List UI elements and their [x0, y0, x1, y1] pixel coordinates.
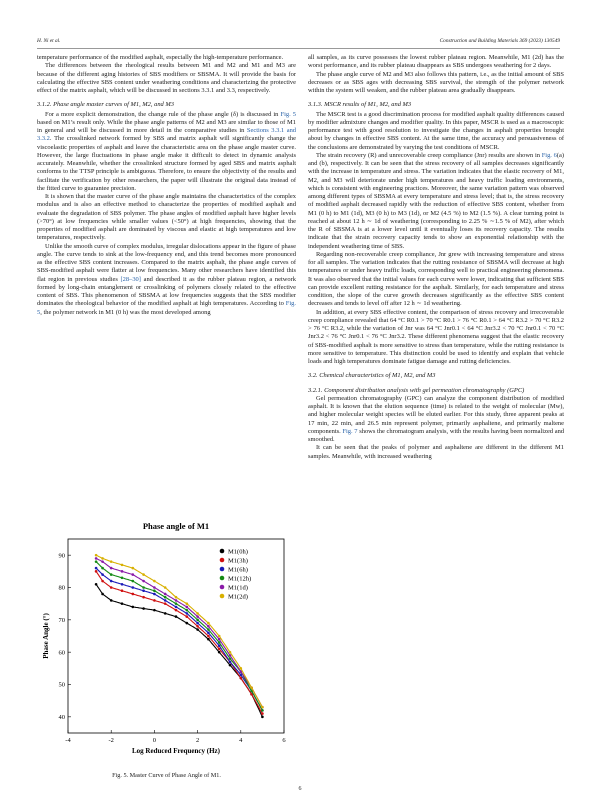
paragraph: The differences between the rheological results between M1 and M2 and M1 and M3 are because of the different aging histories of SBS modifiers or SBSMA. It will provide the basis for calculating the effective SBS content under weathering conditions and characterizing the protective effect of the matrix asphalt, which will be discussed in sections 3.3.1 and 3.3, respectively.	[37, 62, 296, 94]
data-point	[132, 606, 135, 609]
paragraph: Gel permeation chromatography (GPC) can analyze the component distribution of modified asphalt. It is known that the elution sequence (time) is related to the weight of molecular (Mw), and higher molecular weight species will be eluted earlier. For this study, three apparent peaks at 17 min, 22 min, and 26.5 min represent polymer, primarily asphaltene, and primarily maltene components. Fig. 7 shows the chromatogram analysis, with the results having been normalized and smoothed.	[308, 394, 565, 443]
data-point	[261, 716, 264, 719]
data-point	[229, 651, 232, 654]
y-tick-label: 50	[58, 681, 65, 689]
data-point	[95, 560, 98, 563]
legend-marker	[220, 594, 225, 599]
data-point	[101, 567, 104, 570]
data-point	[196, 612, 199, 615]
data-point	[207, 635, 210, 638]
data-point	[186, 612, 189, 615]
section-heading-3-1-2: 3.1.2. Phase angle master curves of M1, M2, and M3	[37, 101, 174, 109]
paragraph: The phase angle curve of M2 and M3 also follows this pattern, i.e., as the initial amount of SBS decreases or as SBS ages with decreasing SBS survival, the strength of the polymer network within the system will weaken, and the rubber plateau area gradually disappears.	[308, 70, 564, 94]
data-point	[186, 609, 189, 612]
right-column	[308, 54, 564, 461]
data-point	[153, 580, 156, 583]
data-point	[164, 599, 167, 602]
data-point	[121, 602, 124, 605]
data-point	[196, 628, 199, 631]
data-point	[196, 625, 199, 628]
data-point	[153, 609, 156, 612]
running-header-authors: H. Ni et al.	[37, 38, 61, 44]
sections-link[interactable]: Sections 3.3.1 and 3.3.2	[37, 127, 297, 143]
data-point	[164, 593, 167, 596]
legend-marker	[220, 585, 225, 590]
running-header-journal: Construction and Building Materials 369 (2023) 130549	[439, 38, 560, 44]
data-point	[110, 567, 113, 570]
data-point	[110, 560, 113, 563]
data-point	[164, 586, 167, 589]
data-point	[95, 567, 98, 570]
data-point	[229, 661, 232, 664]
data-point	[229, 657, 232, 660]
data-point	[132, 567, 135, 570]
data-point	[196, 619, 199, 622]
y-tick-label: 60	[58, 649, 65, 657]
legend-label: M1(1d)	[228, 584, 248, 592]
data-point	[186, 606, 189, 609]
data-point	[175, 609, 178, 612]
data-point	[110, 599, 113, 602]
data-point	[153, 599, 156, 602]
data-point	[142, 573, 145, 576]
data-point	[121, 570, 124, 573]
page-number: 6	[298, 786, 302, 792]
section-heading-3-1-3: 3.1.3. MSCR results of M1, M2, and M3	[308, 101, 412, 109]
data-point	[95, 557, 98, 560]
legend-marker	[220, 576, 225, 581]
data-point	[132, 573, 135, 576]
data-point	[261, 706, 264, 709]
paragraph: It can be seen that the peaks of polymer and asphaltene are different in the different M1 samples. Meanwhile, with increased weathering	[308, 444, 564, 460]
data-point	[110, 586, 113, 589]
data-point	[142, 607, 145, 610]
paragraph: The strain recovery (R) and unrecoverable creep compliance (Jnr) results are shown in Fig. 6(a) and (b), respectively. It can be seen that the stress recovery of all samples decreases significantly with the increase in temperature and stress. The variation indicates that the elastic recovery of M1, M2, and M3 will deteriorate under high temperatures and heavy traffic loading environments, which is consistent with engineering practices. Moreover, the same variation pattern was observed among different types of SBSMA at every temperature and stress level; that is, the stress recovery of modified asphalt decreased rapidly with the reduction of effective SBS content, whether from M1 (0 h) to M1 (1d), M3 (0 h) to M3 (1d), or M2 (4.5 %) to M2 (1.5 %). A clear turning point is reached at about 12 h ∼ 1d of weathering (corresponding to 2.25 % ∼1.5 % of M2), after which the R of SBSMA is at a lower level until it eventually loses its recovery capacity. The results indicate that the strain recovery capacity tends to show an exponential relationship with the independent weathering time of SBS.	[308, 151, 564, 250]
section-heading-3-2: 3.2. Chemical characteristics of M1, M2, and M3	[308, 372, 436, 380]
data-point	[101, 580, 104, 583]
x-tick-label: 4	[239, 737, 243, 744]
paragraph: In addition, at every SBS effective content, the comparison of stress recovery and irrecoverable creep compliance revealed that 64 °C R0.1 > 70 °C R0.1 > 76 °C R0.1 > 64 °C R3.2 > 70 °C R3.2 > 76 °C R3.2, while the variation of Jnr was 64 °C Jnr0.1 < 64 °C Jnr3.2 < 70 °C Jnr0.1 < 70 °C Jnr3.2 < 76 °C Jnr0.1 < 76 °C Jnr3.2. These different phenomena suggest that the elastic recovery of SBS-modified asphalt is more sensitive to stress than temperature, while the rutting resistance is more sensitive to temperature. This distinction could be used to identify and explain that vehicle loads and high temperatures dominate fatigue damage and rutting deficiencies.	[308, 308, 564, 365]
x-tick-label: -4	[65, 737, 71, 744]
data-point	[218, 651, 221, 654]
data-point	[207, 638, 210, 641]
y-tick-label: 40	[58, 714, 65, 722]
data-point	[250, 686, 253, 689]
reference-link[interactable]: [28–30]	[120, 275, 141, 283]
header-rule	[37, 48, 560, 49]
data-point	[164, 612, 167, 615]
plot-frame	[68, 539, 284, 733]
phase-angle-chart	[36, 513, 298, 768]
y-tick-label: 70	[58, 617, 65, 625]
data-point	[207, 631, 210, 634]
data-point	[142, 586, 145, 589]
data-point	[153, 593, 156, 596]
x-axis-label: Log Reduced Frequency (Hz)	[132, 747, 220, 755]
left-column	[37, 54, 296, 317]
data-point	[121, 564, 124, 567]
data-point	[101, 557, 104, 560]
y-tick-label: 80	[58, 584, 65, 592]
fig6-link[interactable]: Fig. 6	[541, 151, 557, 159]
data-point	[196, 615, 199, 618]
section-heading-3-2-1: 3.2.1. Component distribution analysis with gel permeation chromatography (GPC)	[308, 386, 525, 394]
data-point	[95, 570, 98, 573]
data-point	[132, 593, 135, 596]
data-point	[175, 606, 178, 609]
data-point	[153, 589, 156, 592]
legend-label: M1(2d)	[228, 593, 248, 601]
data-point	[164, 596, 167, 599]
data-point	[175, 596, 178, 599]
y-tick-label: 90	[58, 552, 65, 560]
paragraph: For a more explicit demonstration, the change rule of the phase angle (δ) is discussed in Fig. 5 based on M1’s result only. While the phase angle patterns of M2 and M3 are similar to those of M1 in general and will be discussed in more detail in the comparative studies in Sections 3.3.1 and 3.3.2. The crosslinked network formed by SBS and matrix asphalt will significantly change the viscoelastic properties of asphalt and leave the characteristic area on the phase angle master curve. However, the large fluctuations in phase angle make it difficult to detect in dynamic analysis accurately. Meanwhile, whether the crosslinked structure formed by aged SBS and matrix asphalt conforms to the TTSP principle is ambiguous. Therefore, to ensure the objectivity of the results and facilitate the verification by other researchers, the paper will illustrate the original data instead of the fitted curve to guarantee precision.	[37, 110, 297, 192]
data-point	[240, 667, 243, 670]
data-point	[142, 589, 145, 592]
data-point	[175, 615, 178, 618]
data-point	[207, 628, 210, 631]
x-tick-label: 6	[282, 737, 286, 744]
figure-caption: Fig. 5. Master Curve of Phase Angle of M1.	[112, 772, 221, 779]
data-point	[207, 625, 210, 628]
data-point	[101, 573, 104, 576]
data-point	[95, 583, 98, 586]
fig7-link[interactable]: Fig. 7	[342, 427, 358, 435]
data-point	[186, 622, 189, 625]
data-point	[175, 599, 178, 602]
data-point	[132, 586, 135, 589]
data-point	[186, 602, 189, 605]
paragraph: The MSCR test is a good discrimination process for modified asphalt quality differences caused by modifier admixture changes and modifier quality. In this paper, MSCR is used as a macroscopic performance test with good resolution to investigate the changes in asphalt properties brought about by changes in effective SBS content. At the same time, the accuracy and persuasiveness of the conclusions are demonstrated by varying the test conditions of MSCR.	[308, 110, 564, 151]
legend-marker	[220, 558, 225, 563]
paragraph: all samples, as its curve possesses the lowest rubber plateau region. Meanwhile, M1 (2d) has the worst performance, and its rubber plateau disappears as SBS undergoes weathering for 2 days.	[308, 54, 564, 70]
x-tick-label: -2	[108, 737, 114, 744]
data-point	[101, 593, 104, 596]
data-point	[240, 677, 243, 680]
data-point	[218, 635, 221, 638]
data-point	[101, 560, 104, 563]
legend-label: M1(0h)	[228, 548, 248, 556]
paragraph: Regarding non-recoverable creep compliance, Jnr grew with increasing temperature and stress for all samples. The variation indicates that the rutting resistance of SBSMA will decrease at high temperatures or under heavy traffic loads, corresponding well to practical engineering phenomena. It was also observed that the initial values for each curve were lower, indicating that sufficient SBS can provide excellent rutting resistance for the asphalt. Similarly, for each temperature and stress condition, the slope of the curve growth decreases significantly as the effective SBS content decreases and tends to level off after 12 h ∼ 1d weathering.	[308, 250, 564, 308]
data-point	[207, 622, 210, 625]
legend-marker	[220, 567, 225, 572]
data-point	[218, 648, 221, 651]
x-tick-label: 2	[195, 737, 200, 744]
paragraph: temperature performance of the modified asphalt, especially the high-temperature performance.	[37, 54, 284, 61]
data-point	[164, 602, 167, 605]
data-point	[110, 580, 113, 583]
data-point	[121, 577, 124, 580]
data-point	[196, 622, 199, 625]
data-point	[142, 580, 145, 583]
legend-label: M1(12h)	[228, 575, 252, 583]
data-point	[261, 709, 264, 712]
legend-label: M1(3h)	[228, 557, 248, 565]
data-point	[153, 586, 156, 589]
data-point	[110, 573, 113, 576]
paragraph: It is shown that the master curve of the phase angle maintains the characteristics of the complex modulus and is also an effective method to characterize the properties of modified asphalt and evaluate the degradation of SBS polymer. The phase angles of modified asphalt have higher levels (>70°) at low frequencies while smaller values (<50°) at high frequencies, showing that the properties of modified asphalt are dominated by viscous and elastic at high temperatures and low temperatures, respectively.	[37, 193, 296, 242]
fig5-link[interactable]: Fig. 5	[280, 110, 296, 118]
paragraph: Unlike the smooth curve of complex modulus, irregular dislocations appear in the figure of phase angle. The curve tends to sink at the low-frequency end, and this trend becomes more pronounced as the effective SBS content increases. Compared to the matrix asphalt, the phase angle curves of SBS-modified asphalt were flatter at low frequencies. Many other researchers have identified this flat region in previous studies [28–30] and described it as the rubber plateau region, a network formed by long-chain entanglement or crosslinking of polymers closely related to the effective content of SBS. This phenomenon of SBSMA at low frequencies suggests that the SBS modifier dominates the rheological behavior of the modified asphalt at high temperatures. According to Fig. 5, the polymer network in M1 (0 h) was the most developed among	[37, 242, 296, 316]
chart-title: Phase angle of M1	[142, 521, 210, 531]
data-point	[121, 583, 124, 586]
fig5-link[interactable]: Fig. 5	[37, 300, 296, 316]
data-point	[186, 615, 189, 618]
data-point	[175, 602, 178, 605]
data-point	[218, 638, 221, 641]
data-point	[121, 589, 124, 592]
legend-label: M1(6h)	[228, 566, 248, 574]
y-axis-label: Phase Angle (°)	[42, 613, 50, 659]
x-tick-label: 0	[152, 737, 157, 744]
data-point	[142, 596, 145, 599]
data-point	[261, 712, 264, 715]
data-point	[132, 580, 135, 583]
legend-marker	[220, 549, 225, 554]
data-point	[95, 554, 98, 557]
